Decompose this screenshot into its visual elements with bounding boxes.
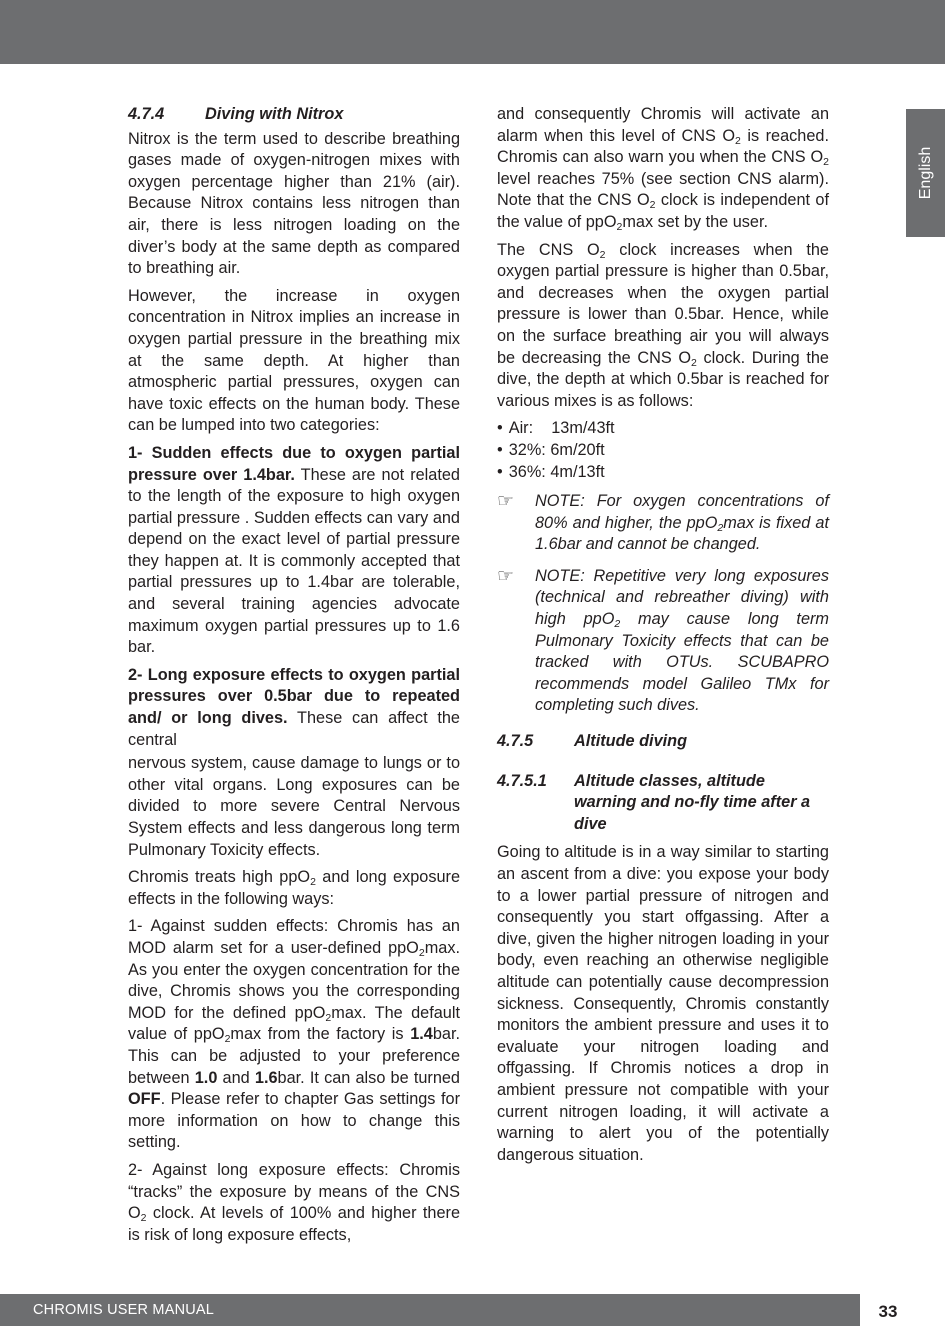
footer-band <box>0 1294 860 1326</box>
subscript: 2 <box>616 220 623 233</box>
paragraph-against-long <box>128 1160 460 1246</box>
header-band <box>0 0 945 64</box>
page-edge <box>945 0 950 1339</box>
paragraph-altitude: Going to altitude is in a way similar to starting an ascent from a dive: you expose your body to a lower partial pressure of nitrogen and consequently you start offgassing. After a dive, given the higher nitrogen loading in your body, even reaching an otherwise negligible altitude can potentially cause decompression sickness. Consequently, Chromis constantly monitors the ambient pressure and uses it to evaluate your nitrogen loading and offgassing. If Chromis notices a drop in ambient pressure not compatible with your current nitrogen loading, it will activate a warning to alert you of the potentially dangerous situation. <box>497 843 829 1164</box>
subscript: 2 <box>310 876 316 889</box>
section-heading-4-7-5-1 <box>497 771 829 836</box>
depth-list <box>497 418 829 483</box>
text-run: NOTE: Repetitive very long exposures (technical and rebreather diving) with high ppO <box>535 566 829 629</box>
paragraph-cns-alarm <box>497 104 829 234</box>
subscript: 2 <box>325 1011 332 1024</box>
section-number: 4.7.5 <box>497 732 534 751</box>
subscript: 2 <box>691 356 697 369</box>
section-heading-4-7-4 <box>128 104 460 126</box>
section-number: 4.7.5.1 <box>497 771 547 790</box>
paragraph-sudden-effects <box>128 443 460 659</box>
subscript: 2 <box>140 1212 147 1225</box>
text-run: Chromis treats high ppO <box>128 868 311 887</box>
text-run: max from the factory is <box>230 1025 411 1044</box>
paragraph-long-exposure <box>128 665 460 751</box>
value-off: OFF <box>128 1090 161 1109</box>
text-run: 1- Against sudden effects: Chromis has an MOD alarm set for a user-defined ppO <box>128 917 460 957</box>
text-run: clock is independent of the value of ppO <box>497 191 829 231</box>
text-run: max. As you enter the oxygen concentration for the dive, Chromis shows you the corresponding MOD for the defined ppO <box>128 938 460 1022</box>
text-run: and consequently Chromis will activate an alarm when this level of CNS O <box>497 105 829 145</box>
value-1-6: 1.6 <box>254 1068 278 1087</box>
value-1-0: 1.0 <box>194 1068 218 1087</box>
text-run: is reached. Chromis can also warn you when the CNS O <box>497 126 829 167</box>
paragraph-against-sudden <box>128 916 460 1154</box>
note-text <box>535 566 829 717</box>
pointing-hand-icon: ☞ <box>497 565 515 587</box>
manual-title: CHROMIS USER MANUAL <box>33 1302 215 1318</box>
paragraph-long-exposure-cont: nervous system, cause damage to lungs or to other vital organs. Long exposures can be divided to more severe Central Nervous System effects and less dangerous long term Pulmonary Toxicity effects. <box>128 754 460 859</box>
text-run: bar. This can be adjusted to your preference between <box>128 1025 460 1087</box>
language-tab-label: English <box>916 146 934 200</box>
subscript: 2 <box>735 134 741 147</box>
subscript: 2 <box>599 248 606 261</box>
subscript: 2 <box>224 1033 231 1046</box>
section-number: 4.7.4 <box>128 105 165 123</box>
paragraph-cns-clock <box>497 240 829 413</box>
text-run: NOTE: For oxygen concentrations of 80% and higher, the ppO <box>535 492 829 532</box>
text-run: . Please refer to chapter Gas settings for more information on how to change this setting. <box>128 1090 460 1152</box>
list-item: • Air: 13m/43ft <box>497 418 829 440</box>
paragraph-nitrox-intro: Nitrox is the term used to describe breathing gases made of oxygen-nitrogen mixes with oxygen percentage higher than 21% (air). Because Nitrox contains less nitrogen than air, there is less nitrogen loading on the diver’s body at the same depth as compared to breathing air. <box>128 129 460 278</box>
text-run: bar. It can also be turned <box>277 1068 460 1087</box>
text-run: and <box>217 1068 255 1087</box>
text-run: clock. During the dive, the depth at which 0.5bar is reached for various mixes is as follows: <box>497 348 829 410</box>
text-run: level reaches 75% (see section CNS alarm). Note that the CNS O <box>497 169 829 210</box>
text-run: The CNS O <box>497 240 600 259</box>
left-column <box>128 104 460 1252</box>
text-run: 2- Against long exposure effects: Chromis “tracks” the exposure by means of the CNS O <box>128 1160 460 1223</box>
page-number: 33 <box>878 1302 898 1321</box>
note-text <box>535 491 829 556</box>
text-run: and long exposure effects in the following ways: <box>128 868 460 908</box>
subscript: 2 <box>717 521 724 534</box>
sudden-effects-heading: 1- Sudden effects due to oxygen partial pressure over 1.4bar. <box>128 443 460 484</box>
pointing-hand-icon: ☞ <box>497 491 515 513</box>
text-run: clock. At levels of 100% and higher there is risk of long exposure effects, <box>128 1204 460 1244</box>
subscript: 2 <box>649 199 656 212</box>
section-heading-4-7-5 <box>497 731 829 753</box>
text-run: max. The default value of ppO <box>128 1003 460 1044</box>
list-item: • 36%: 4m/13ft <box>497 462 829 484</box>
text-run: max set by the user. <box>622 212 769 231</box>
long-exposure-heading: 2- Long exposure effects to oxygen partial pressures over 0.5bar due to repeated and/ or long dives. <box>128 665 460 728</box>
subscript: 2 <box>823 156 829 169</box>
note-oxygen-80 <box>497 491 829 556</box>
note-repetitive-exposures <box>497 566 829 717</box>
list-item: • 32%: 6m/20ft <box>497 440 829 462</box>
paragraph-chromis-treats <box>128 867 460 910</box>
subscript: 2 <box>614 618 621 631</box>
section-title: Altitude classes, altitude warning and no-fly time after a dive <box>574 771 811 833</box>
text-run: clock increases when the oxygen partial pressure is higher than 0.5bar, and decreases when the oxygen partial pressure is lower than 0.5bar. Hence, while on the surface breathing air you will always be decreasing the CNS O <box>497 240 829 367</box>
language-tab <box>906 109 945 237</box>
section-title: Diving with Nitrox <box>205 105 344 123</box>
text-run: max is fixed at 1.6bar and cannot be changed. <box>535 513 829 554</box>
value-1-4: 1.4 <box>410 1025 433 1044</box>
subscript: 2 <box>418 946 425 959</box>
section-title: Altitude diving <box>574 732 688 751</box>
right-column <box>497 104 829 1172</box>
text-run: may cause long term Pulmonary Toxicity effects that can be tracked with OTUs. SCUBAPRO recommends model Galileo TMx for completing such dives. <box>535 610 829 715</box>
paragraph-oxygen-toxicity: However, the increase in oxygen concentration in Nitrox implies an increase in oxygen partial pressure in the breathing mix at the same depth. At higher than atmospheric partial pressures, oxygen can have toxic effects on the human body. These can be lumped into two categories: <box>128 286 460 435</box>
long-exposure-text: These can affect the central <box>128 709 460 749</box>
sudden-effects-text: These are not related to the length of the exposure to high oxygen partial pressure . Sudden effects can vary and depend on the exact level of partial pressure they happen at. It is commonly accepted that partial pressures up to 1.4bar are tolerable, and several training agencies advocate maximum oxygen partial pressures up to 1.6 bar. <box>128 465 460 657</box>
